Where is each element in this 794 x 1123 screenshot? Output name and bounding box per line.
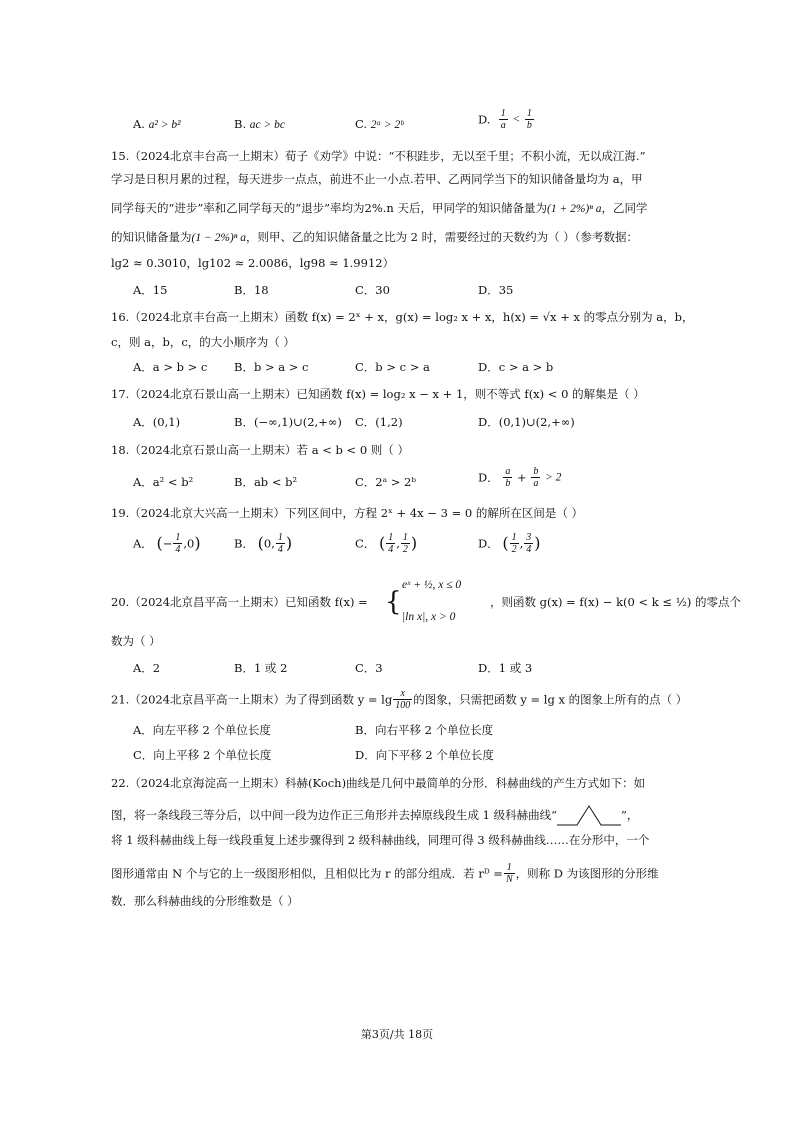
page-footer: 第3页/共 18页 — [360, 1028, 434, 1041]
q20-brace: { — [385, 587, 402, 617]
q19-option-a: A． (− $\frac{1}{4}$ ,0) — [133, 532, 201, 555]
q15-line-5: lg2 ≈ 0.3010，lg102 ≈ 2.0086，lg98 ≈ 1.9912） — [111, 256, 395, 270]
q22-line-4: 图形通常由 N 个与它的上一级图形相似，且相似比为 r 的部分组成．若 rᴰ = $\frac{1}{N}$ ，则称 D 为该图形的分形维 — [111, 862, 659, 885]
q20-line-1-suffix: ，则函数 g(x) = f(x) − k(0 < k ≤ ½) 的零点个 — [490, 595, 742, 609]
q16-line-2: c，则 a，b，c，的大小顺序为（ ） — [111, 335, 295, 349]
q16-option-b: B．b > a > c — [234, 360, 309, 374]
q18-option-d: D． $\frac{a}{b}$ + $\frac{b}{a}$ > 2 — [478, 466, 562, 489]
q20-option-c: C．3 — [355, 661, 383, 675]
q14-option-b: B. ac > bc — [234, 117, 285, 131]
q15-line-1: 15.（2024北京丰台高一上期末）荀子《劝学》中说：“不积跬步，无以至千里；不积小流，无以成江海.” — [111, 149, 646, 163]
q21-option-a: A．向左平移 2 个单位长度 — [133, 723, 271, 737]
q21-option-c: C．向上平移 2 个单位长度 — [133, 748, 272, 762]
q17-option-a: A．(0,1) — [133, 415, 181, 429]
q19-option-d: D． ( $\frac{1}{2}$ , $\frac{3}{4}$ ) — [478, 532, 541, 555]
q17-option-b: B．(−∞,1)∪(2,+∞) — [234, 415, 342, 429]
q22-line-3: 将 1 级科赫曲线上每一线段重复上述步骤得到 2 级科赫曲线，同理可得 3 级科赫曲线……在分形中，一个 — [111, 833, 650, 847]
q15-option-b: B．18 — [234, 283, 269, 297]
q16-option-a: A．a > b > c — [133, 360, 208, 374]
q16-option-c: C．b > c > a — [355, 360, 430, 374]
q15-option-d: D．35 — [478, 283, 514, 297]
q19-option-b: B． (0, $\frac{1}{4}$ ) — [234, 532, 293, 555]
q20-case-2: |ln x|, x > 0 — [402, 611, 456, 623]
q22-line-1: 22.（2024北京海淀高一上期末）科赫(Koch)曲线是几何中最简单的分形．科赫曲线的产生方式如下：如 — [111, 776, 646, 790]
q20-option-b: B．1 或 2 — [234, 661, 288, 675]
q15-line-4: 的知识储备量为(1 − 2%)ⁿ a，则甲、乙的知识储备量之比为 2 时，需要经过的天数约为（ ）（参考数据： — [111, 230, 639, 244]
q15-option-c: C．30 — [355, 283, 390, 297]
q18-option-a: A．a² < b² — [133, 475, 194, 489]
q14-option-a: A. a² > b² — [133, 117, 181, 131]
q21-option-d: D．向下平移 2 个单位长度 — [355, 748, 494, 762]
q15-option-a: A．15 — [133, 283, 168, 297]
q16-line-1: 16.（2024北京丰台高一上期末）函数 f(x) = 2ˣ + x，g(x) = log₂ x + x，h(x) = √x + x 的零点分别为 a，b， — [111, 310, 694, 324]
q17-option-c: C．(1,2) — [355, 415, 403, 429]
q18-option-c: C．2ᵃ > 2ᵇ — [355, 475, 416, 489]
q14-option-c: C. 2ᵃ > 2ᵇ — [355, 117, 404, 131]
q19-line-1: 19.（2024北京大兴高一上期末）下列区间中，方程 2ˣ + 4x − 3 = 0 的解所在区间是（ ） — [111, 506, 583, 520]
q19-option-c: C． ( $\frac{1}{4}$ , $\frac{1}{2}$ ) — [355, 532, 418, 555]
q21-line-1: 21.（2024北京昌平高一上期末）为了得到函数 y = lg $\frac{x}{100}$ 的图象，只需把函数 y = lg x 的图象上所有的点（ ） — [111, 688, 688, 711]
q15-line-3: 同学每天的“进步”率和乙同学每天的“退步”率均为2%.n 天后，甲同学的知识储备量为(1 + 2%)ⁿ a，乙同学 — [111, 201, 648, 215]
q17-line-1: 17.（2024北京石景山高一上期末）已知函数 f(x) = log₂ x − x + 1，则不等式 f(x) < 0 的解集是（ ） — [111, 387, 645, 401]
q20-option-d: D．1 或 3 — [478, 661, 533, 675]
q20-case-1: eˣ + ½, x ≤ 0 — [402, 579, 462, 591]
q16-option-d: D．c > a > b — [478, 360, 554, 374]
q22-line-5: 数．那么科赫曲线的分形维数是（ ） — [111, 894, 299, 908]
q22-line-2: 图，将一条线段三等分后，以中间一段为边作正三角形并去掉原线段生成 1 级科赫曲线“ ”， — [111, 803, 638, 829]
koch-curve-level-1-icon — [557, 803, 621, 829]
q20-option-a: A．2 — [133, 661, 161, 675]
q14-option-d: D. $\frac{1}{a}$ < $\frac{1}{b}$ — [478, 108, 532, 131]
q20-line-1-prefix: 20.（2024北京昌平高一上期末）已知函数 f(x) = — [111, 595, 368, 609]
q18-option-b: B．ab < b² — [234, 475, 298, 489]
q20-line-2: 数为（ ） — [111, 634, 161, 648]
q17-option-d: D．(0,1)∪(2,+∞) — [478, 415, 575, 429]
q18-line-1: 18.（2024北京石景山高一上期末）若 a < b < 0 则（ ） — [111, 443, 409, 457]
q21-option-b: B．向右平移 2 个单位长度 — [355, 723, 494, 737]
q15-line-2: 学习是日积月累的过程，每天进步一点点，前进不止一小点.若甲、乙两同学当下的知识储备量均为 a，甲 — [111, 172, 643, 186]
